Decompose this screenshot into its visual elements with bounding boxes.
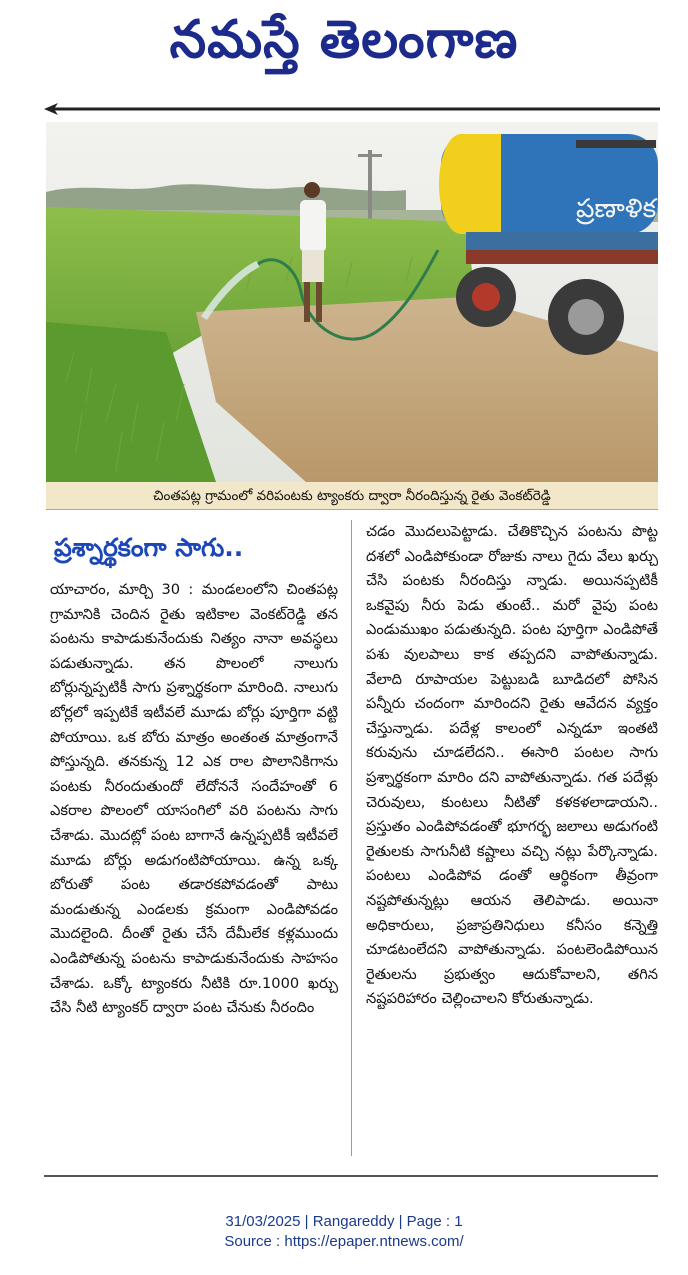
column-divider: [351, 520, 352, 1156]
newspaper-title: నమస్తే తెలంగాణ: [169, 9, 519, 70]
article-body-right: చడం మొదలుపెట్టాడు. చేతికొచ్చిన పంటను పొట్ట దశలో ఎండిపోకుండా రోజుకు నాలు గైదు వేలు ఖర్చు చేసి పంటకు నీరందిస్తు న్నాడు. అయినప్పటికీ ఒకవైపు నీరు పెడు తుంటే.. మరో వైపు పంట ఎండుముఖం పడుతున్నది. పంట పూర్తిగా ఎండిపోతే పశు వులపాలు కాక తప్పదని వాపోతున్నాడు. వేలాది రూపాయల పెట్టుబడి బూడిదలో పోసిన పన్నీరు చందంగా మారిందని రైతు ఆవేదన వ్యక్తం చేస్తున్నాడు. పదేళ్ల కాలంలో ఎన్నడూ ఇంతటి కరువును చూడలేదని.. ఈసారి పంటల సాగు ప్రశ్నార్థకంగా మారిం దని వాపోతున్నాడు. గత పదేళ్లు చెరువులు, కుంటలు నీటితో కళకళలాడాయని.. ప్రస్తుతం ఎండిపోవడంతో భూగర్భ జలాలు అడుగంటి రైతులకు సాగునీటి కష్టాలు వచ్చి నట్లు పేర్కొన్నాడు. పంటలు ఎండిపోవ డంతో ఆర్థికంగా తీవ్రంగా నష్టపోతున్నట్లు ఆయన తెలిపాడు. అయినా అధికారులు, ప్రజాప్రతినిధులు కనీసం కన్నెత్తి చూడటంలేదని వాపోతున్నాడు. పంటలెండిపోయిన రైతులను ప్రభుత్వం ఆదుకోవాలని, తగిన నష్టపరిహారం చెల్లించాలని కోరుతున్నాడు.: [366, 523, 658, 1008]
footer-edition-info: 31/03/2025 | Rangareddy | Page : 1: [225, 1213, 463, 1230]
article-body-left: యాచారం, మార్చి 30 : మండలంలోని చింతపట్ల గ్రామానికి చెందిన రైతు ఇటికాల వెంకట్‌రెడ్డి తన పంటను కాపాడుకునేందుకు నిత్యం నానా అవస్థలు పడుతున్నాడు. తన పొలంలో నాలుగు బోర్లున్నప్పటికీ సాగు ప్రశ్నార్థకంగా మారింది. నాలుగు బోర్లలో ఇప్పటికే ఇటీవలే మూడు బోర్లు పూర్తిగా వట్టి పోయాయి. ఒక బోరు మాత్రం అంతంత మాత్రంగానే పోస్తున్నది. తనకున్న 12 ఎక రాల పొలానికిగాను పంటకు నీరందుతుందో లేదోననే సందేహంతో 6 ఎకరాల పొలంలో యాసంగిలో వరి పంటను సాగు చేశాడు. మొదట్లో పంట బాగానే ఉన్నప్పటికీ ఇటీవలే మూడు బోర్లు అడుగంటిపోయాయి. ఉన్న ఒక్క బోరుతో పంట తడారకపోవడంతో పాటు మండుతున్న ఎండలకు క్రమంగా ఎండిపోవడం మొదలైంది. దీంతో రైతు చేసే దేమీలేక కళ్లముందు ఎండిపోతున్న పంటను కాపాడుకునేందుకు సాహసం చేశాడు. ఒక్కో ట్యాంకరు నీటికి రూ.1000 ఖర్చు చేసి నీటి ట్యాంకర్ ద్వారా పంట చేనుకు నీరందిం: [50, 581, 338, 1017]
bottom-rule: [44, 1175, 658, 1177]
photo-caption: చింతపట్ల గ్రామంలో వరిపంటకు ట్యాంకరు ద్వారా నీరందిస్తున్న రైతు వెంకట్‌రెడ్డి: [46, 482, 658, 510]
svg-text:ప్రణాళిక: ప్రణాళిక: [576, 194, 657, 224]
article-headline: ప్రశ్నార్థకంగా సాగు..: [54, 533, 244, 562]
farmer-tanker-illustration: [46, 122, 658, 482]
news-photo: [46, 122, 658, 482]
footer-source-link[interactable]: Source : https://epaper.ntnews.com/: [224, 1233, 464, 1250]
page-footer: [0, 1212, 688, 1252]
article-column-right: [366, 520, 658, 1137]
article-column-left: [50, 520, 338, 1137]
masthead: [0, 0, 688, 80]
arrow-rule: [44, 102, 660, 116]
